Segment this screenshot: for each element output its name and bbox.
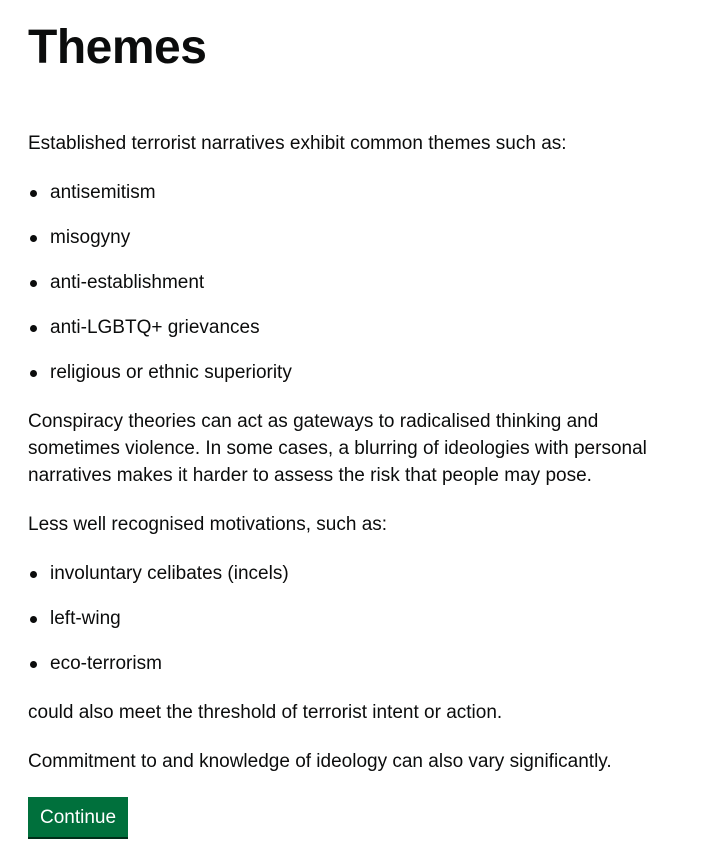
bullet-icon — [30, 190, 37, 197]
bullet-icon — [30, 370, 37, 377]
threshold-paragraph: could also meet the threshold of terrorist intent or action. — [28, 702, 503, 723]
continue-button[interactable]: Continue — [28, 797, 128, 837]
list-item-text: religious or ethnic superiority — [50, 362, 292, 383]
list-item — [28, 605, 682, 632]
page-title: Themes — [28, 21, 207, 74]
themes-list — [28, 179, 682, 386]
intro-paragraph: Established terrorist narratives exhibit common themes such as: — [28, 133, 567, 154]
bullet-icon — [30, 325, 37, 332]
bullet-icon — [30, 280, 37, 287]
list-item — [28, 314, 682, 341]
bullet-icon — [30, 571, 37, 578]
bullet-icon — [30, 235, 37, 242]
list-item — [28, 224, 682, 251]
list-item — [28, 179, 682, 206]
list-item-text: misogyny — [50, 227, 131, 248]
list-item — [28, 650, 682, 677]
list-item-text: left-wing — [50, 608, 121, 629]
list-item-text: involuntary celibates (incels) — [50, 563, 289, 584]
list-item-text: anti-establishment — [50, 272, 205, 293]
commitment-paragraph: Commitment to and knowledge of ideology can also vary significantly. — [28, 751, 612, 772]
list-item — [28, 359, 682, 386]
list-item — [28, 560, 682, 587]
list-item-text: anti-LGBTQ+ grievances — [50, 317, 260, 338]
list-item-text: antisemitism — [50, 182, 156, 203]
conspiracy-paragraph: Conspiracy theories can act as gateways to radicalised thinking and sometimes violence. In some cases, a blurring of ideologies with personal narratives makes it harder to assess the risk that people may pose. — [28, 411, 647, 486]
bullet-icon — [30, 661, 37, 668]
less-recognised-paragraph: Less well recognised motivations, such as: — [28, 514, 388, 535]
motivations-list — [28, 560, 682, 677]
list-item — [28, 269, 682, 296]
bullet-icon — [30, 616, 37, 623]
list-item-text: eco-terrorism — [50, 653, 162, 674]
